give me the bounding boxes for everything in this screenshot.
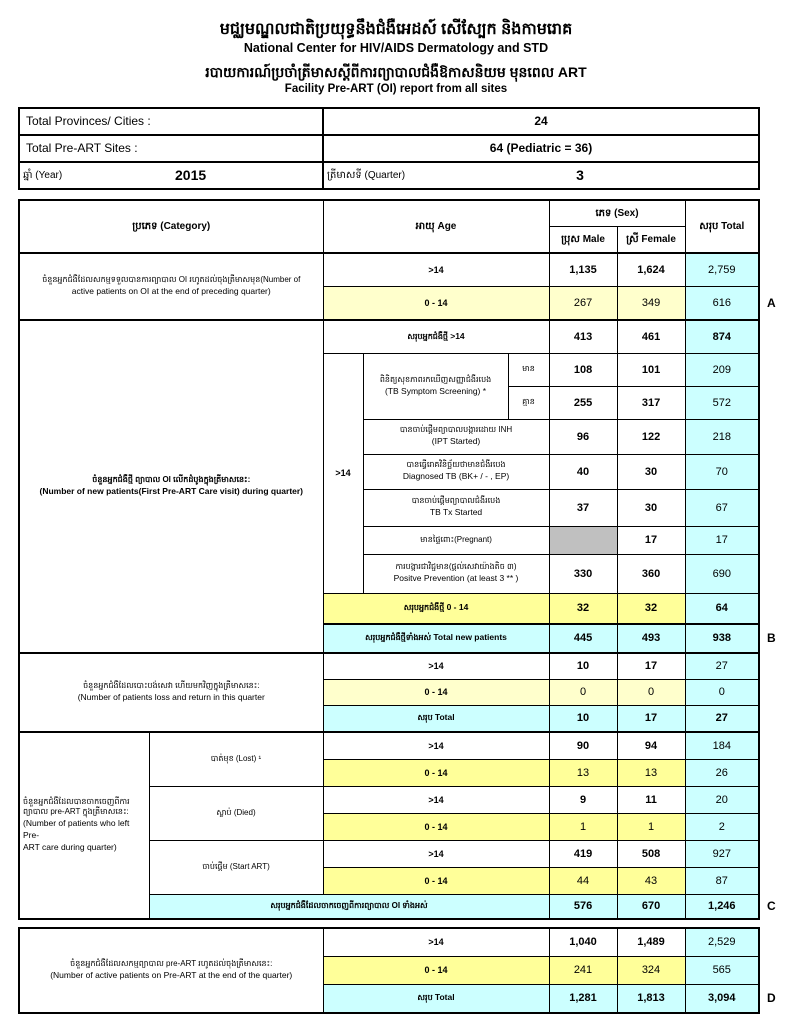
lost-over14-female: 94	[617, 732, 685, 760]
report-title-english: Facility Pre-ART (OI) report from all sites	[284, 83, 508, 96]
col-header-age: អាយុ Age	[323, 200, 549, 253]
ipt-male: 96	[549, 419, 617, 454]
sectionD-total-total: 3,094 D	[685, 984, 759, 1013]
start-art-under14-male: 44	[549, 867, 617, 894]
sectionD-age-over14: >14	[323, 928, 549, 957]
tb-screening-no-total: 572	[685, 386, 759, 419]
year-label: ឆ្នាំ (Year)	[23, 169, 63, 181]
died-under14-female: 1	[617, 813, 685, 840]
sites-label: Total Pre-ART Sites :	[19, 135, 323, 162]
org-title-english: National Center for HIV/AIDS Dermatology and STD	[243, 41, 549, 55]
tb-screening-no-female: 317	[617, 386, 685, 419]
info-row-provinces	[19, 108, 759, 135]
diagnosed-tb-total: 70	[685, 454, 759, 489]
lost-under14-female: 13	[617, 759, 685, 786]
loss-under14-male: 0	[549, 679, 617, 705]
lost-age-under14: 0 - 14	[323, 759, 549, 786]
start-art-over14-male: 419	[549, 840, 617, 867]
sectionC-total-label: សរុបអ្នកជំងឺដែលចាកចេញពីការព្យាបាល OI ទាំងអស់	[149, 894, 549, 919]
lost-label: បាត់មុខ (Lost) ¹	[149, 732, 323, 787]
sectionB-summary-under14-female: 32	[617, 593, 685, 624]
pregnant-label: មានផ្ទៃពោះ(Pregnant)	[363, 526, 549, 554]
sectionA-under14-male: 267	[549, 286, 617, 320]
pregnant-male-cell	[549, 526, 617, 554]
tb-screening-yes-female: 101	[617, 353, 685, 386]
sectionA-age-over14: >14	[323, 253, 549, 287]
sectionB-category-label: ចំនួនអ្នកជំងឺថ្មី ព្យាបាល OI លើកដំបូងក្នុងត្រីមាសនេះ: (Number of new patients(First Pre-ART Care visit) during quarter)	[19, 320, 323, 653]
tb-screening-yes-total: 209	[685, 353, 759, 386]
tb-tx-label: បានចាប់ផ្តើមព្យាបាលជំងឺរបេង TB Tx Started	[363, 489, 549, 526]
info-row-sites	[19, 135, 759, 162]
tb-screening-yes-male: 108	[549, 353, 617, 386]
lost-under14-male: 13	[549, 759, 617, 786]
tb-tx-female: 30	[617, 489, 685, 526]
year-cell	[19, 162, 323, 189]
col-header-category: ប្រភេទ (Category)	[19, 200, 323, 253]
info-row-year-quarter	[19, 162, 759, 189]
tb-tx-total: 67	[685, 489, 759, 526]
loss-age-over14: >14	[323, 653, 549, 680]
sectionA-category-label: ចំនួនអ្នកជំងឺដែលសកម្មទទួលបានការព្យាបាល OI រហូតដល់ចុងត្រីមាសមុន(Number of active patients on OI at the end of preceding quarter)	[19, 253, 323, 320]
year-value: 2015	[175, 167, 207, 183]
sectionC-total-male: 576	[549, 894, 617, 919]
loss-total-total: 27	[685, 705, 759, 732]
sectionA-row-over14	[19, 253, 759, 287]
tb-screening-no-male: 255	[549, 386, 617, 419]
loss-total-male: 10	[549, 705, 617, 732]
start-art-label: ចាប់ផ្តើម (Start ART)	[149, 840, 323, 894]
ipt-female: 122	[617, 419, 685, 454]
loss-total-label: សរុប Total	[323, 705, 549, 732]
sectionD-total-male: 1,281	[549, 984, 617, 1013]
sectionB-total-female: 493	[617, 624, 685, 653]
document-header	[0, 0, 792, 97]
sectionA-over14-female: 1,624	[617, 253, 685, 287]
died-over14-male: 9	[549, 786, 617, 813]
sectionB-summary-over14-female: 461	[617, 320, 685, 354]
tb-tx-male: 37	[549, 489, 617, 526]
sectionD-over14-male: 1,040	[549, 928, 617, 957]
tb-screening-yes-label: មាន	[508, 353, 549, 386]
loss-over14-female: 17	[617, 653, 685, 680]
died-label: ស្លាប់ (Died)	[149, 786, 323, 840]
start-art-under14-female: 43	[617, 867, 685, 894]
sectionA-age-under14: 0 - 14	[323, 286, 549, 320]
tb-screening-no-label: គ្មាន	[508, 386, 549, 419]
died-age-over14: >14	[323, 786, 549, 813]
sectionA-over14-male: 1,135	[549, 253, 617, 287]
positive-prevention-female: 360	[617, 554, 685, 593]
sectionB-age-group: >14	[323, 353, 363, 593]
loss-total-female: 17	[617, 705, 685, 732]
sites-value: 64 (Pediatric = 36)	[323, 135, 759, 162]
died-over14-female: 11	[617, 786, 685, 813]
diagnosed-tb-male: 40	[549, 454, 617, 489]
sectionD-table	[18, 927, 776, 1014]
marker-B: B	[767, 631, 776, 645]
marker-D: D	[767, 991, 776, 1005]
sectionC-total-total: 1,246 C	[685, 894, 759, 919]
loss-over14-male: 10	[549, 653, 617, 680]
sectionB-summary-under14-total: 64	[685, 593, 759, 624]
sectionD-under14-total: 565	[685, 956, 759, 984]
quarter-label: ត្រីមាសទី (Quarter)	[327, 169, 406, 181]
sectionA-under14-female: 349	[617, 286, 685, 320]
col-header-total: សរុប Total	[685, 200, 759, 253]
sectionB-summary-over14-total: 874	[685, 320, 759, 354]
tb-screening-label: ពិនិត្យសុខភាពរកឃើញសញ្ញាជំងឺរបេង (TB Symptom Screening) *	[363, 353, 508, 419]
org-title-khmer: មជ្ឈមណ្ឌលជាតិប្រយុទ្ធនឹងជំងឺអេដស៍ សើស្បែក និងកាមរោគ	[219, 21, 573, 38]
sectionB-total-label: សរុបអ្នកជំងឺថ្មីទាំងអស់ Total new patients	[323, 624, 549, 653]
header-row-1	[19, 200, 759, 227]
quarter-cell	[323, 162, 759, 189]
sectionD-category-label: ចំនួនអ្នកជំងឺដែលសកម្មព្យាបាល pre-ART រហូតដល់ចុងត្រីមាសនេះ: (Number of active patients on Pre-ART at the end of the quarter)	[19, 928, 323, 1013]
sectionD-total-female: 1,813	[617, 984, 685, 1013]
provinces-value: 24	[323, 108, 759, 135]
start-art-age-under14: 0 - 14	[323, 867, 549, 894]
pregnant-total: 17	[685, 526, 759, 554]
col-header-sex: ភេទ (Sex)	[549, 200, 685, 227]
sectionB-summary-under14-label: សរុបអ្នកជំងឺថ្មី 0 - 14	[323, 593, 549, 624]
col-header-male: ប្រុស Male	[549, 226, 617, 253]
ipt-total: 218	[685, 419, 759, 454]
sectionD-under14-female: 324	[617, 956, 685, 984]
loss-under14-female: 0	[617, 679, 685, 705]
died-under14-male: 1	[549, 813, 617, 840]
loss-under14-total: 0	[685, 679, 759, 705]
start-art-age-over14: >14	[323, 840, 549, 867]
sectionB-summary-over14-male: 413	[549, 320, 617, 354]
report-title-khmer: របាយការណ៍ប្រចាំត្រីមាសស្តីពីការព្យាបាលជំងឺឱកាសនិយម មុនពេល ART	[205, 63, 587, 80]
info-table	[18, 107, 760, 190]
sectionC-lost-over14	[19, 732, 759, 760]
positive-prevention-male: 330	[549, 554, 617, 593]
positive-prevention-label: ការបង្ការជាវិជ្ជមាន(ផ្តល់សេវាយ៉ាងតិច ៣) Positve Prevention (at least 3 ** )	[363, 554, 549, 593]
start-art-over14-female: 508	[617, 840, 685, 867]
sectionB-total-male: 445	[549, 624, 617, 653]
sectionB-summary-over14-label: សរុបអ្នកជំងឺថ្មី >14	[323, 320, 549, 354]
sectionA-over14-total: 2,759	[685, 253, 759, 287]
died-under14-total: 2	[685, 813, 759, 840]
lost-over14-total: 184	[685, 732, 759, 760]
loss-row-over14	[19, 653, 759, 680]
lost-under14-total: 26	[685, 759, 759, 786]
sectionA-under14-total: 616 A	[685, 286, 759, 320]
sectionD-over14-total: 2,529	[685, 928, 759, 957]
sectionD-total-label: សរុប Total	[323, 984, 549, 1013]
ipt-label: បានចាប់ផ្តើមព្យាបាលបង្ការដោយ INH (IPT Started)	[363, 419, 549, 454]
quarter-value: 3	[576, 167, 584, 183]
sectionB-summary-under14-male: 32	[549, 593, 617, 624]
marker-C: C	[767, 899, 776, 913]
marker-A: A	[767, 295, 776, 310]
sectionC-total-female: 670	[617, 894, 685, 919]
pregnant-female: 17	[617, 526, 685, 554]
diagnosed-tb-female: 30	[617, 454, 685, 489]
start-art-over14-total: 927	[685, 840, 759, 867]
loss-category-label: ចំនួនអ្នកជំងឺដែលបោះបង់សេវា ហើយមកវិញក្នុងត្រីមាសនេះ: (Number of patients loss and return in this quarter	[19, 653, 323, 732]
sectionB-summary-over14	[19, 320, 759, 354]
sectionB-total-total: 938 B	[685, 624, 759, 653]
col-header-female: ស្រី Female	[617, 226, 685, 253]
lost-over14-male: 90	[549, 732, 617, 760]
sectionD-under14-male: 241	[549, 956, 617, 984]
sectionD-over14-female: 1,489	[617, 928, 685, 957]
lost-age-over14: >14	[323, 732, 549, 760]
sectionC-category-label: ចំនួនអ្នកជំងឺដែលបានចាកចេញពីការ ព្យាបាល pre-ART ក្នុងត្រីមាសនេះ: (Number of patients who left Pre- ART care during quarter)	[19, 732, 149, 919]
start-art-under14-total: 87	[685, 867, 759, 894]
sectionD-row-over14	[19, 928, 759, 957]
loss-age-under14: 0 - 14	[323, 679, 549, 705]
diagnosed-tb-label: បានធ្វើរោគវិនិច្ឆ័យថាមានជំងឺរបេង Diagnosed TB (BK+ / - , EP)	[363, 454, 549, 489]
main-table	[18, 199, 776, 920]
died-over14-total: 20	[685, 786, 759, 813]
loss-over14-total: 27	[685, 653, 759, 680]
provinces-label: Total Provinces/ Cities :	[19, 108, 323, 135]
sectionD-age-under14: 0 - 14	[323, 956, 549, 984]
positive-prevention-total: 690	[685, 554, 759, 593]
died-age-under14: 0 - 14	[323, 813, 549, 840]
